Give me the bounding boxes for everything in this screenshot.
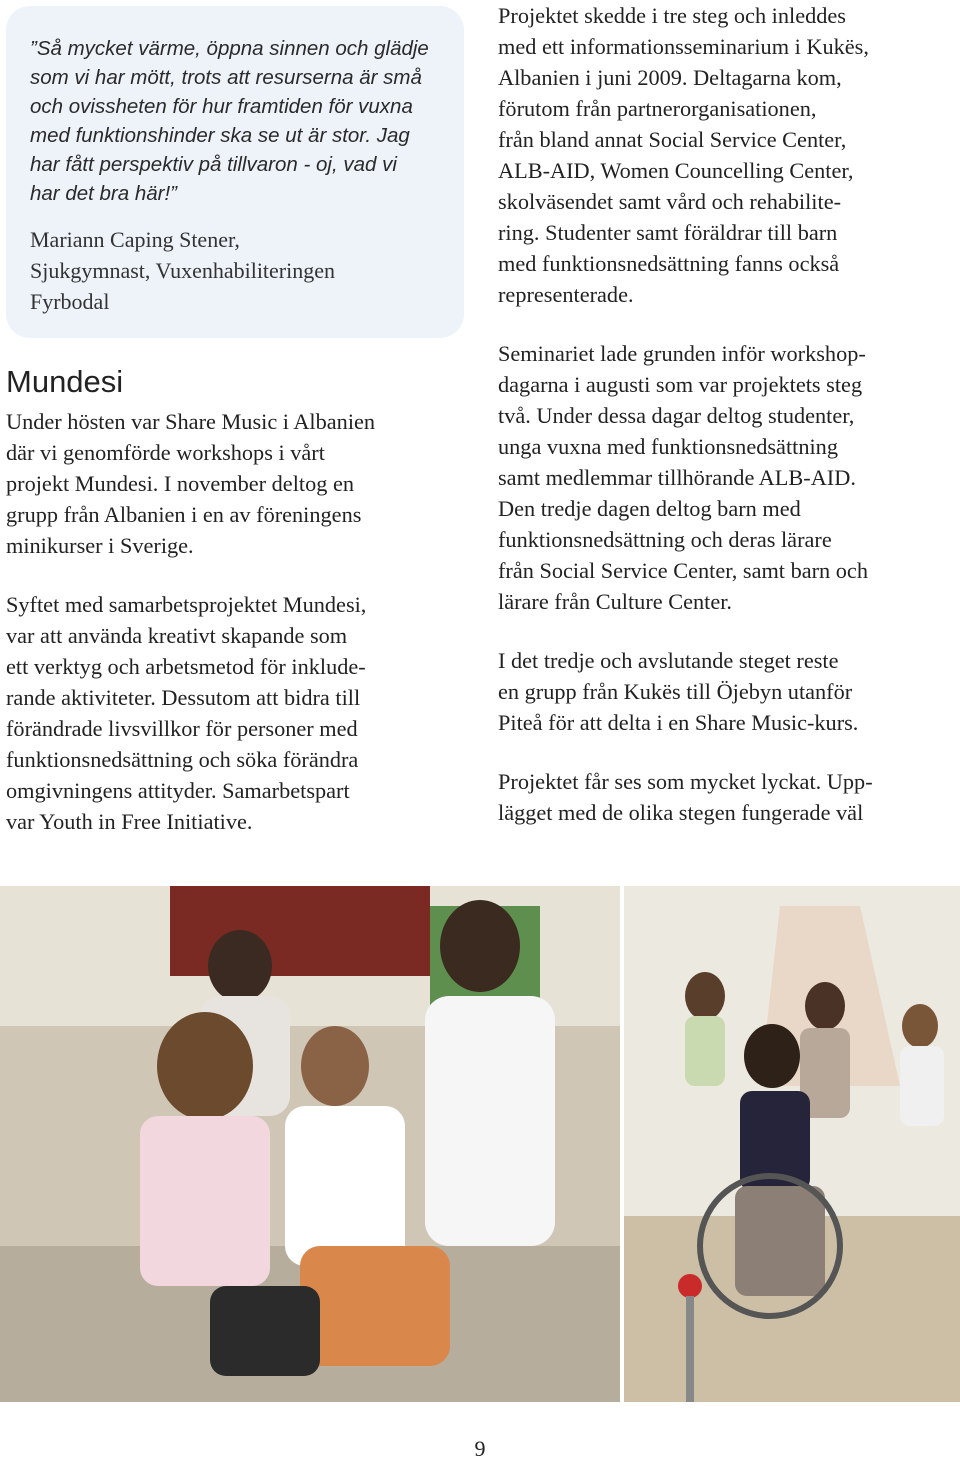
dancer-trousers — [210, 1286, 320, 1376]
text-line: Syftet med samarbetsprojektet Mundesi, — [6, 592, 367, 617]
text-line: Seminariet lade grunden inför workshop- — [498, 341, 866, 366]
text-line: Projektet får ses som mycket lyckat. Upp- — [498, 769, 873, 794]
paragraph — [6, 589, 466, 837]
text-line: två. Under dessa dagar deltog studenter, — [498, 403, 855, 428]
section-heading: Mundesi — [6, 364, 124, 399]
audience-torso — [900, 1046, 944, 1126]
wheelchair-user-trousers — [735, 1186, 825, 1296]
text-line: omgivningens attityder. Samarbetspart — [6, 778, 350, 803]
text-line: rande aktiviteter. Dessutom att bidra till — [6, 685, 361, 710]
microphone-head — [678, 1274, 702, 1298]
wheelchair-user-head — [744, 1024, 800, 1088]
text-line: lägget med de olika stegen fungerade väl — [498, 800, 864, 825]
right-column — [498, 0, 956, 856]
quote-line: med funktionshinder ska se ut är stor. Jag — [30, 124, 410, 147]
text-line: med funktionsnedsättning fanns också — [498, 251, 840, 276]
text-line: en grupp från Kukës till Öjebyn utanför — [498, 679, 853, 704]
text-line: projekt Mundesi. I november deltog en — [6, 471, 354, 496]
pull-quote-box — [6, 6, 464, 338]
text-line: grupp från Albanien i en av föreningens — [6, 502, 362, 527]
text-line: Under hösten var Share Music i Albanien — [6, 409, 376, 434]
text-line: från Social Service Center, samt barn och — [498, 558, 868, 583]
audience-head — [685, 972, 725, 1020]
dancer-head — [301, 1026, 369, 1106]
text-line: funktionsnedsättning och söka förändra — [6, 747, 359, 772]
paragraph — [498, 766, 956, 828]
dancer-torso — [425, 996, 555, 1246]
quote-line: har det bra här!” — [30, 182, 177, 205]
paragraph — [498, 338, 956, 617]
dancer-torso — [285, 1106, 405, 1266]
text-line: Den tredje dagen deltog barn med — [498, 496, 801, 521]
quote-attribution — [30, 224, 450, 317]
text-line: skolväsendet samt vård och rehabilite- — [498, 189, 842, 214]
text-line: lärare från Culture Center. — [498, 589, 733, 614]
text-line: var att använda kreativt skapande som — [6, 623, 348, 648]
text-line: var Youth in Free Initiative. — [6, 809, 253, 834]
quote-line: som vi har mött, trots att resurserna är små — [30, 66, 422, 89]
text-line: funktionsnedsättning och deras lärare — [498, 527, 832, 552]
dancer-trousers — [300, 1246, 450, 1366]
text-line: förändrade livsvillkor för personer med — [6, 716, 358, 741]
attribution-line: Fyrbodal — [30, 289, 110, 314]
attribution-line: Sjukgymnast, Vuxenhabiliteringen — [30, 258, 336, 283]
audience-torso — [685, 1016, 725, 1086]
text-line: dagarna i augusti som var projektets steg — [498, 372, 863, 397]
text-line: Projektet skedde i tre steg och inleddes — [498, 3, 846, 28]
audience-head — [902, 1004, 938, 1048]
text-line: ring. Studenter samt föräldrar till barn — [498, 220, 838, 245]
paragraph — [498, 645, 956, 738]
text-line: minikurser i Sverige. — [6, 533, 194, 558]
text-line: unga vuxna med funktionsnedsättning — [498, 434, 838, 459]
dancer-torso — [140, 1116, 270, 1286]
text-line: med ett informationsseminarium i Kukës, — [498, 34, 869, 59]
dancer-hair — [157, 1012, 253, 1120]
text-line: där vi genomförde workshops i vårt — [6, 440, 325, 465]
dancer-head — [440, 900, 520, 992]
text-line: I det tredje och avslutande steget reste — [498, 648, 839, 673]
attribution-line: Mariann Caping Stener, — [30, 227, 240, 252]
pull-quote-text — [30, 34, 450, 208]
text-line: Albanien i juni 2009. Deltagarna kom, — [498, 65, 842, 90]
text-line: ALB-AID, Women Councelling Center, — [498, 158, 854, 183]
text-line: förutom från partnerorganisationen, — [498, 96, 817, 121]
paragraph — [6, 406, 466, 561]
text-line: samt medlemmar tillhörande ALB-AID. — [498, 465, 856, 490]
left-column — [6, 362, 466, 865]
quote-line: och ovissheten för hur framtiden för vuxna — [30, 95, 413, 118]
text-line: ett verktyg och arbetsmetod för inklude- — [6, 654, 366, 679]
audience-head — [805, 982, 845, 1030]
dancer-head — [208, 930, 272, 1002]
workshop-photo — [0, 886, 960, 1402]
quote-line: har fått perspektiv på tillvaron - oj, vad vi — [30, 153, 397, 176]
text-line: från bland annat Social Service Center, — [498, 127, 847, 152]
page-number: 9 — [474, 1436, 486, 1461]
photo-divider — [620, 886, 624, 1402]
text-line: Piteå för att delta i en Share Music-kurs. — [498, 710, 859, 735]
microphone-stand — [686, 1296, 694, 1402]
text-line: representerade. — [498, 282, 634, 307]
paragraph — [498, 0, 956, 310]
workshop-photo-illustration — [0, 886, 960, 1402]
quote-line: ”Så mycket värme, öppna sinnen och glädje — [30, 37, 429, 60]
